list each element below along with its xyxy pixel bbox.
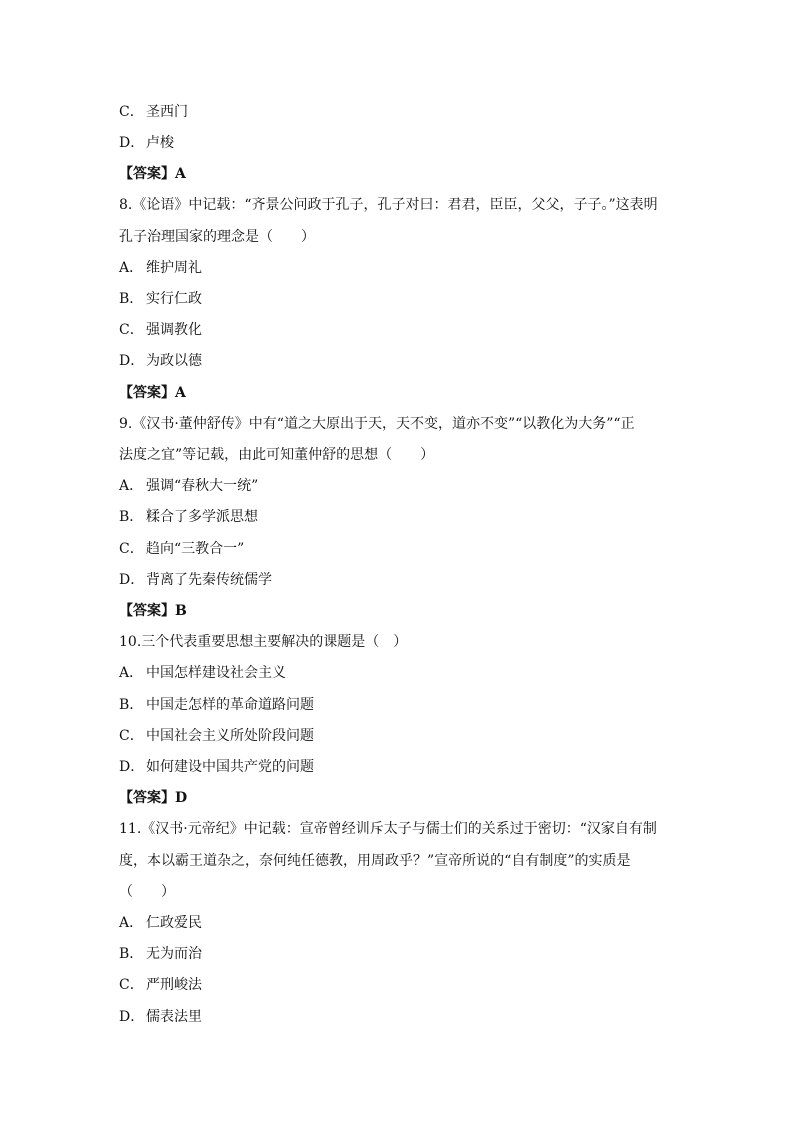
option-letter: A． bbox=[119, 665, 144, 681]
option-letter: D． bbox=[119, 759, 145, 775]
option-letter: A． bbox=[119, 260, 144, 276]
option-d bbox=[119, 757, 314, 777]
option-letter: C． bbox=[119, 322, 144, 338]
question-9-line-1: 9.《汉书·董仲舒传》中有“道之大原出于天，天不变，道亦不变”“以教化为大务”“正 bbox=[119, 416, 635, 432]
option-c bbox=[119, 975, 202, 995]
option-d bbox=[119, 1007, 202, 1027]
option-letter: C． bbox=[119, 541, 144, 557]
question-11-line-3: （ ） bbox=[119, 884, 175, 900]
option-text: 糅合了多学派思想 bbox=[146, 509, 258, 525]
option-text: 为政以德 bbox=[146, 353, 202, 369]
answer-line: 【答案】D bbox=[119, 790, 188, 806]
option-letter: D． bbox=[119, 353, 145, 369]
option-text: 如何建设中国共产党的问题 bbox=[146, 759, 314, 775]
option-letter: D． bbox=[119, 1009, 145, 1025]
question-11-line-1: 11.《汉书·元帝纪》中记载：宣帝曾经训斥太子与儒士们的关系过于密切：“汉家自有制 bbox=[119, 821, 657, 837]
option-letter: C． bbox=[119, 104, 144, 120]
option-c bbox=[119, 102, 188, 122]
option-text: 趋向“三教合一” bbox=[146, 541, 245, 557]
option-d bbox=[119, 570, 272, 590]
option-b bbox=[119, 507, 258, 527]
option-text: 仁政爱民 bbox=[146, 915, 202, 931]
option-text: 中国怎样建设社会主义 bbox=[146, 665, 286, 681]
option-a bbox=[119, 663, 286, 683]
option-letter: B． bbox=[119, 697, 144, 713]
option-text: 实行仁政 bbox=[146, 291, 202, 307]
option-letter: B． bbox=[119, 291, 144, 307]
option-b bbox=[119, 695, 314, 715]
option-letter: A． bbox=[119, 915, 144, 931]
question-11-line-2: 度，本以霸王道杂之，奈何纯任德教，用周政乎？”宣帝所说的“自有制度”的实质是 bbox=[119, 853, 631, 869]
option-d bbox=[119, 351, 202, 371]
option-text: 卢梭 bbox=[146, 135, 174, 151]
answer-line: 【答案】A bbox=[119, 166, 186, 182]
question-8-line-2: 孔子治理国家的理念是（ ） bbox=[119, 229, 315, 245]
answer-line: 【答案】A bbox=[119, 385, 186, 401]
option-text: 背离了先秦传统儒学 bbox=[146, 572, 272, 588]
option-c bbox=[119, 539, 244, 559]
option-text: 强调“春秋大一统” bbox=[146, 478, 259, 494]
option-text: 无为而治 bbox=[146, 946, 202, 962]
option-text: 中国社会主义所处阶段问题 bbox=[146, 728, 314, 744]
option-text: 严刑峻法 bbox=[146, 977, 202, 993]
option-a bbox=[119, 476, 258, 496]
option-b bbox=[119, 944, 202, 964]
option-text: 维护周礼 bbox=[146, 260, 202, 276]
option-b bbox=[119, 289, 202, 309]
option-letter: B． bbox=[119, 509, 144, 525]
option-letter: C． bbox=[119, 977, 144, 993]
option-c bbox=[119, 726, 314, 746]
option-letter: B． bbox=[119, 946, 144, 962]
option-a bbox=[119, 258, 202, 278]
option-letter: D． bbox=[119, 572, 145, 588]
option-text: 强调教化 bbox=[146, 322, 202, 338]
option-text: 儒表法里 bbox=[146, 1009, 202, 1025]
question-8-line-1: 8.《论语》中记载：“齐景公问政于孔子，孔子对曰：君君，臣臣，父父，子子。”这表明 bbox=[119, 197, 658, 213]
option-letter: A． bbox=[119, 478, 144, 494]
answer-line: 【答案】B bbox=[119, 603, 187, 619]
option-c bbox=[119, 320, 202, 340]
option-d bbox=[119, 133, 174, 153]
option-letter: D． bbox=[119, 135, 145, 151]
option-letter: C． bbox=[119, 728, 144, 744]
question-9-line-2: 法度之宜”等记载，由此可知董仲舒的思想（ ） bbox=[119, 447, 435, 463]
option-text: 中国走怎样的革命道路问题 bbox=[146, 697, 314, 713]
question-10-line-1: 10.三个代表重要思想主要解决的课题是（ ） bbox=[119, 634, 408, 650]
option-text: 圣西门 bbox=[146, 104, 188, 120]
option-a bbox=[119, 913, 202, 933]
